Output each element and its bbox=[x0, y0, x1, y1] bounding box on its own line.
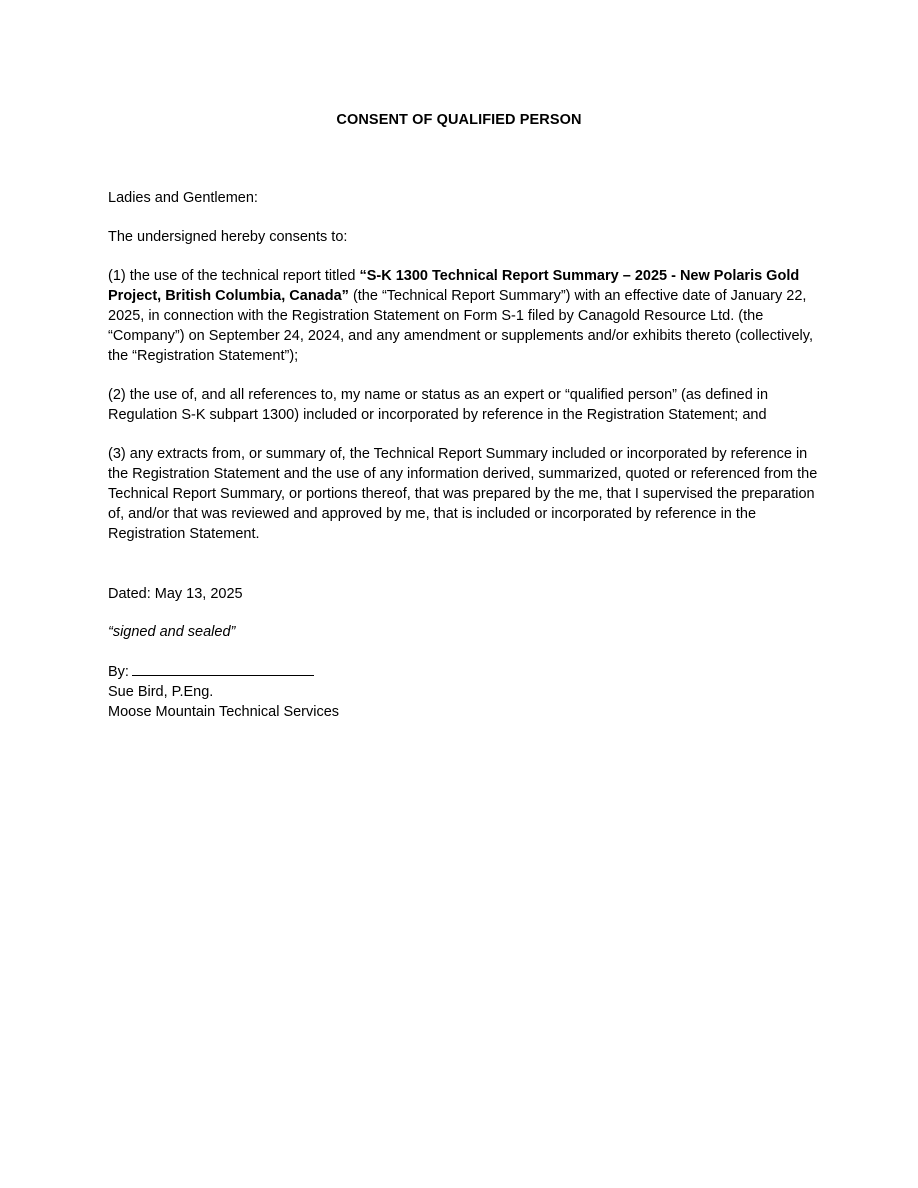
signer-name: Sue Bird, P.Eng. bbox=[108, 684, 214, 700]
date-line: Dated: May 13, 2025 bbox=[108, 586, 243, 602]
consent-item-1-suffix: (the “Technical Report Summary”) with an effective date of January 22, 2025, in connection with the Registration Statement on Form S-1 filed by Canagold Resource Ltd. (the “Company”) on September 24, 2024, and any amendment or supplements and/or exhibits thereto (collectively, the “Registration Statement”); bbox=[108, 288, 813, 364]
consent-item-1 bbox=[108, 266, 824, 366]
report-title: “S-K 1300 Technical Report Summary – 2025 - New Polaris Gold Project, British Columbia, Canada” bbox=[108, 268, 800, 304]
salutation: Ladies and Gentlemen: bbox=[108, 190, 258, 206]
signed-and-sealed-note: “signed and sealed” bbox=[108, 624, 236, 640]
signature-line bbox=[108, 661, 824, 682]
consent-item-1-prefix: (1) the use of the technical report titled bbox=[108, 268, 360, 284]
signature-underline bbox=[132, 661, 314, 676]
consent-item-3: (3) any extracts from, or summary of, the Technical Report Summary included or incorporated by reference in the Registration Statement and the use of any information derived, summarized, quoted or referenced from the Technical Report Summary, or portions thereof, that was prepared by the me, that I supervised the preparation of, and/or that was reviewed and approved by me, that is included or incorporated by reference in the Registration Statement. bbox=[108, 446, 818, 542]
intro-line: The undersigned hereby consents to: bbox=[108, 229, 348, 245]
document-body bbox=[108, 188, 824, 722]
consent-item-2: (2) the use of, and all references to, my name or status as an expert or “qualified person” (as defined in Regulation S-K subpart 1300) included or incorporated by reference in the Registration Statement; and bbox=[108, 387, 769, 423]
signer-company: Moose Mountain Technical Services bbox=[108, 704, 340, 720]
by-label: By: bbox=[108, 664, 129, 680]
document-title: CONSENT OF QUALIFIED PERSON bbox=[336, 112, 582, 128]
